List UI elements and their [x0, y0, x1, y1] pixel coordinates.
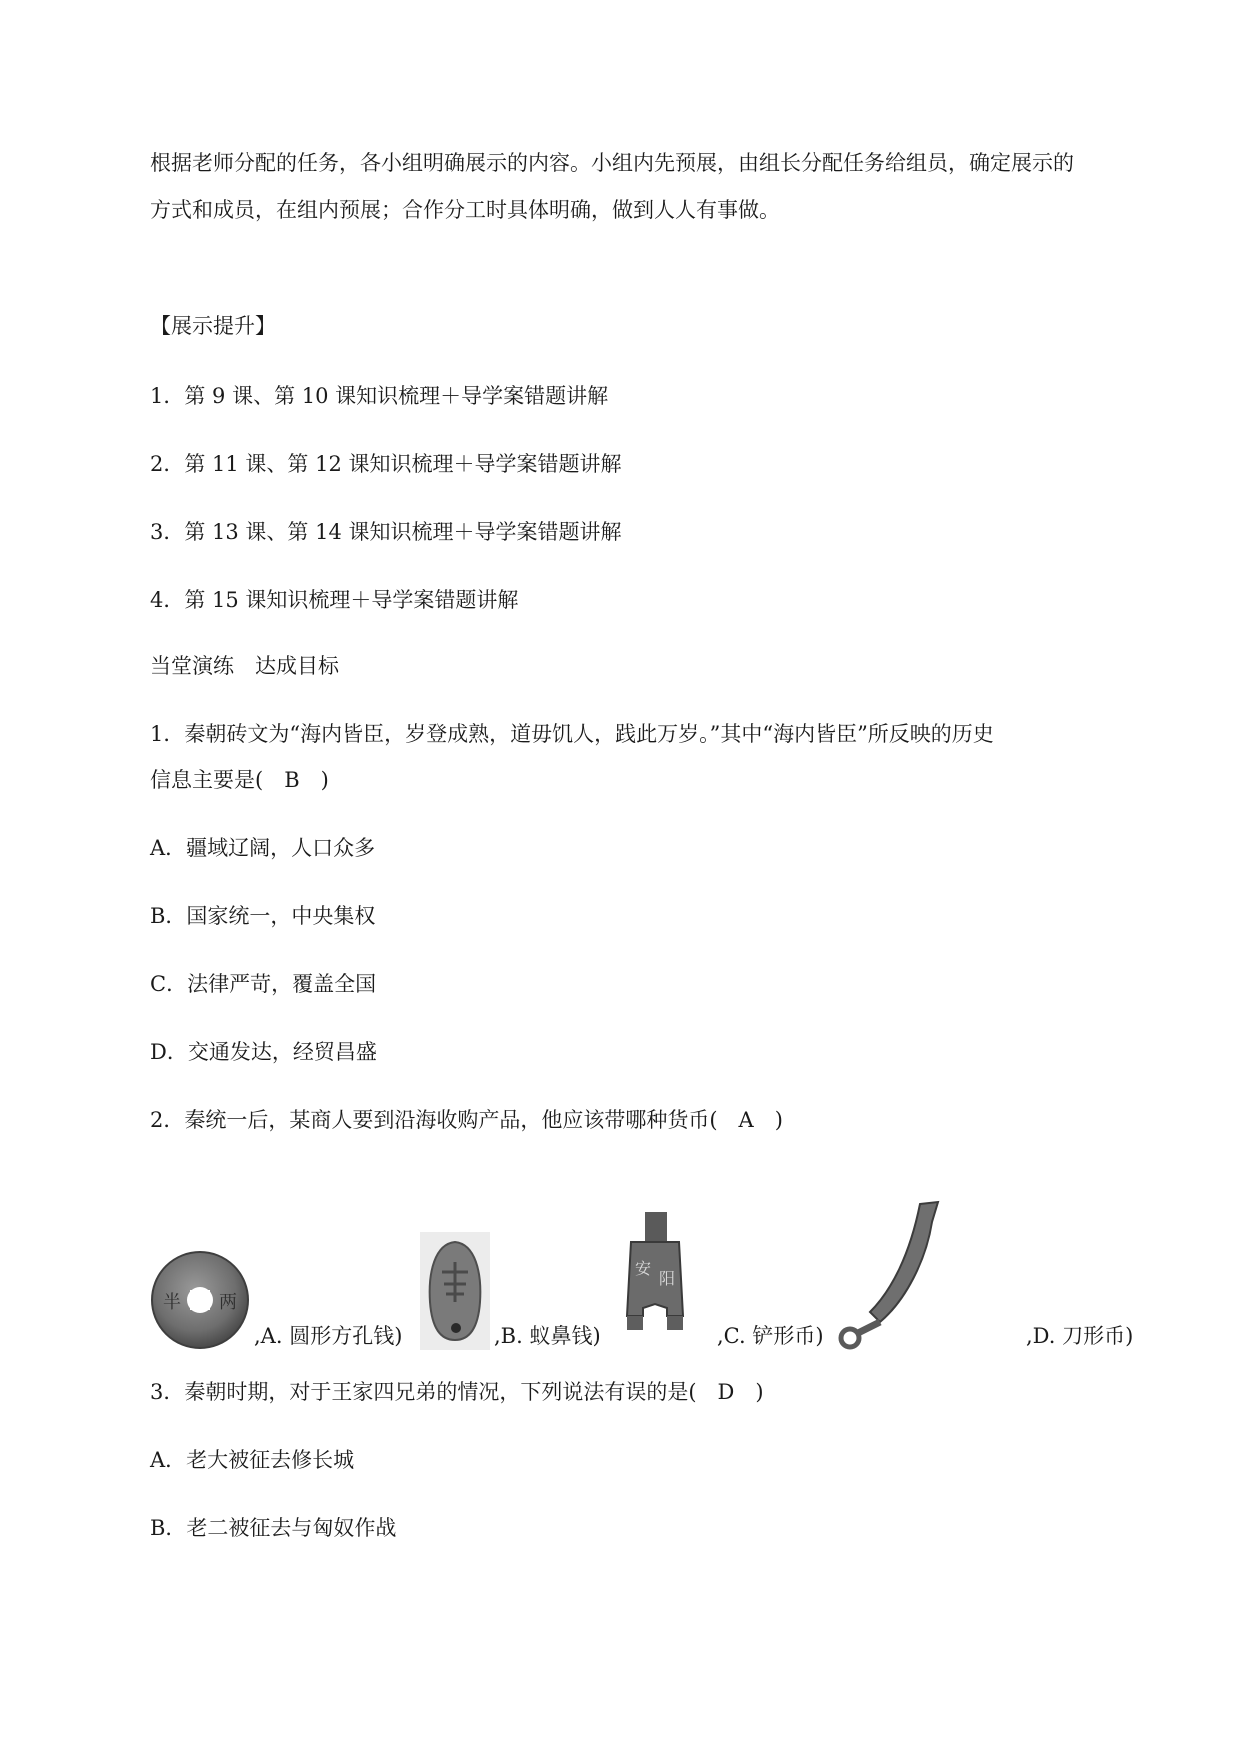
q3-option-a: A．老大被征去修长城: [150, 1448, 355, 1472]
q2-stem: 2．秦统一后，某商人要到沿海收购产品，他应该带哪种货币( A ): [150, 1108, 783, 1132]
coin-glyph-left: 半: [163, 1292, 181, 1313]
q1-option-d: D．交通发达，经贸昌盛: [150, 1040, 377, 1064]
spade-glyph-right: 阳: [658, 1269, 676, 1288]
coin-glyph-right: 两: [219, 1292, 237, 1313]
coin-options-row: [150, 1180, 1134, 1350]
coin-label-c: ,C. 铲形币): [717, 1324, 824, 1348]
coin-label-a: ,A. 圆形方孔钱): [254, 1324, 403, 1348]
q1-option-b: B．国家统一，中央集权: [150, 904, 376, 928]
q3-option-b: B．老二被征去与匈奴作战: [150, 1516, 397, 1540]
coin-label-d: ,D. 刀形币): [1026, 1324, 1134, 1348]
spade-coin-image: [615, 1212, 695, 1350]
task-item: 1．第 9 课、第 10 课知识梳理＋导学案错题讲解: [150, 384, 609, 408]
spade-glyph-left: 安: [634, 1259, 652, 1278]
task-item: 2．第 11 课、第 12 课知识梳理＋导学案错题讲解: [150, 452, 622, 476]
task-item: 4．第 15 课知识梳理＋导学案错题讲解: [150, 588, 519, 612]
q3-stem: 3．秦朝时期，对于王家四兄弟的情况，下列说法有误的是( D ): [150, 1380, 764, 1404]
ant-nose-coin-image: [420, 1232, 490, 1350]
knife-coin-image: [836, 1200, 946, 1350]
intro-paragraph: 根据老师分配的任务，各小组明确展示的内容。小组内先预展，由组长分配任务给组员，确定展示的方式和成员，在组内预展；合作分工时具体明确，做到人人有事做。: [150, 151, 1074, 222]
q1-stem-line2: 信息主要是( B ): [150, 768, 329, 792]
round-coin-image: [150, 1250, 250, 1350]
q1-option-c: C．法律严苛，覆盖全国: [150, 972, 377, 996]
task-item: 3．第 13 课、第 14 课知识梳理＋导学案错题讲解: [150, 520, 622, 544]
section-title: 【展示提升】: [150, 314, 276, 338]
coin-option-d: [836, 1200, 1133, 1350]
coin-option-a: [150, 1250, 402, 1350]
q1-stem-line1: 1．秦朝砖文为“海内皆臣，岁登成熟，道毋饥人，践此万岁。”其中“海内皆臣”所反映的历史: [150, 722, 994, 746]
coin-option-c: [615, 1212, 824, 1350]
coin-label-b: ,B. 蚁鼻钱): [494, 1324, 601, 1348]
practice-title: 当堂演练 达成目标: [150, 654, 339, 678]
coin-option-b: [420, 1232, 601, 1350]
q1-option-a: A．疆域辽阔，人口众多: [150, 836, 376, 860]
